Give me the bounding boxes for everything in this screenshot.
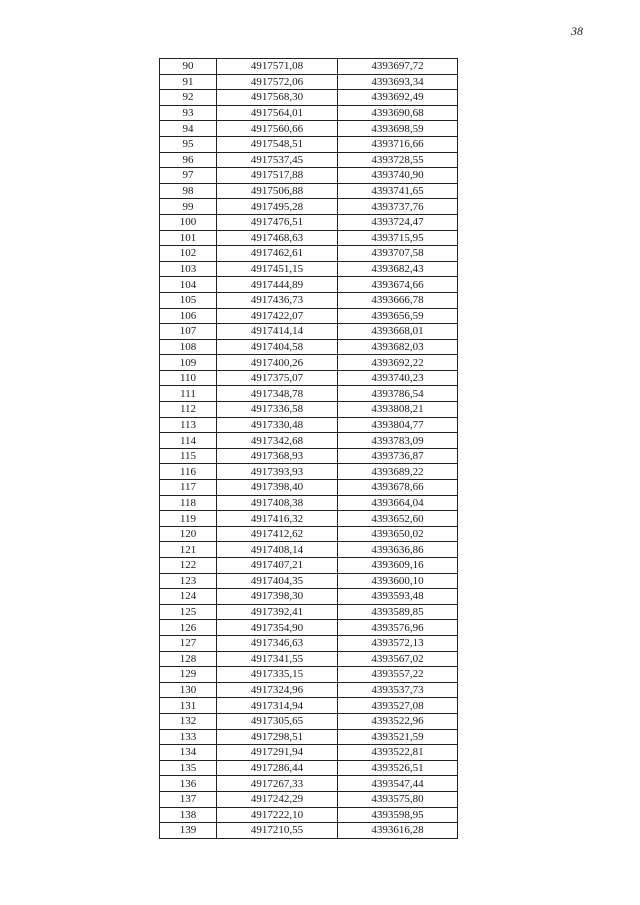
x-coordinate-cell: 4917572,06 (217, 74, 338, 90)
x-coordinate-cell: 4917242,29 (217, 791, 338, 807)
y-coordinate-cell: 4393593,48 (338, 589, 458, 605)
x-coordinate-cell: 4917267,33 (217, 776, 338, 792)
point-number-cell: 109 (160, 355, 217, 371)
table-row (160, 168, 458, 184)
point-number-cell: 139 (160, 823, 217, 839)
y-coordinate-cell: 4393652,60 (338, 511, 458, 527)
table-row (160, 261, 458, 277)
table-row (160, 776, 458, 792)
point-number-cell: 116 (160, 464, 217, 480)
table-row (160, 745, 458, 761)
table-row (160, 542, 458, 558)
y-coordinate-cell: 4393600,10 (338, 573, 458, 589)
table-row (160, 74, 458, 90)
coordinates-table-body (160, 59, 458, 839)
table-row (160, 105, 458, 121)
x-coordinate-cell: 4917375,07 (217, 370, 338, 386)
y-coordinate-cell: 4393707,58 (338, 246, 458, 262)
y-coordinate-cell: 4393689,22 (338, 464, 458, 480)
point-number-cell: 95 (160, 136, 217, 152)
y-coordinate-cell: 4393650,02 (338, 526, 458, 542)
x-coordinate-cell: 4917517,88 (217, 168, 338, 184)
x-coordinate-cell: 4917342,68 (217, 433, 338, 449)
x-coordinate-cell: 4917414,14 (217, 324, 338, 340)
table-row (160, 386, 458, 402)
x-coordinate-cell: 4917393,93 (217, 464, 338, 480)
table-row (160, 339, 458, 355)
table-row (160, 448, 458, 464)
table-row (160, 183, 458, 199)
table-row (160, 152, 458, 168)
table-row (160, 807, 458, 823)
table-row (160, 402, 458, 418)
table-row (160, 214, 458, 230)
y-coordinate-cell: 4393527,08 (338, 698, 458, 714)
table-row (160, 573, 458, 589)
point-number-cell: 121 (160, 542, 217, 558)
y-coordinate-cell: 4393786,54 (338, 386, 458, 402)
x-coordinate-cell: 4917286,44 (217, 760, 338, 776)
point-number-cell: 134 (160, 745, 217, 761)
y-coordinate-cell: 4393609,16 (338, 558, 458, 574)
y-coordinate-cell: 4393737,76 (338, 199, 458, 215)
point-number-cell: 131 (160, 698, 217, 714)
table-row (160, 370, 458, 386)
x-coordinate-cell: 4917564,01 (217, 105, 338, 121)
y-coordinate-cell: 4393682,43 (338, 261, 458, 277)
point-number-cell: 93 (160, 105, 217, 121)
y-coordinate-cell: 4393537,73 (338, 682, 458, 698)
table-row (160, 480, 458, 496)
x-coordinate-cell: 4917412,62 (217, 526, 338, 542)
y-coordinate-cell: 4393616,28 (338, 823, 458, 839)
table-row (160, 760, 458, 776)
table-row (160, 136, 458, 152)
x-coordinate-cell: 4917436,73 (217, 292, 338, 308)
point-number-cell: 115 (160, 448, 217, 464)
y-coordinate-cell: 4393682,03 (338, 339, 458, 355)
x-coordinate-cell: 4917416,32 (217, 511, 338, 527)
x-coordinate-cell: 4917468,63 (217, 230, 338, 246)
y-coordinate-cell: 4393522,96 (338, 713, 458, 729)
table-row (160, 526, 458, 542)
y-coordinate-cell: 4393664,04 (338, 495, 458, 511)
table-row (160, 324, 458, 340)
x-coordinate-cell: 4917506,88 (217, 183, 338, 199)
x-coordinate-cell: 4917548,51 (217, 136, 338, 152)
x-coordinate-cell: 4917392,41 (217, 604, 338, 620)
y-coordinate-cell: 4393572,13 (338, 635, 458, 651)
point-number-cell: 137 (160, 791, 217, 807)
x-coordinate-cell: 4917404,35 (217, 573, 338, 589)
y-coordinate-cell: 4393728,55 (338, 152, 458, 168)
x-coordinate-cell: 4917495,28 (217, 199, 338, 215)
x-coordinate-cell: 4917537,45 (217, 152, 338, 168)
y-coordinate-cell: 4393636,86 (338, 542, 458, 558)
point-number-cell: 125 (160, 604, 217, 620)
y-coordinate-cell: 4393547,44 (338, 776, 458, 792)
point-number-cell: 102 (160, 246, 217, 262)
table-row (160, 791, 458, 807)
point-number-cell: 126 (160, 620, 217, 636)
table-row (160, 651, 458, 667)
table-row (160, 713, 458, 729)
table-row (160, 355, 458, 371)
x-coordinate-cell: 4917404,58 (217, 339, 338, 355)
y-coordinate-cell: 4393740,90 (338, 168, 458, 184)
page-number: 38 (571, 24, 583, 38)
point-number-cell: 96 (160, 152, 217, 168)
table-row (160, 558, 458, 574)
point-number-cell: 100 (160, 214, 217, 230)
point-number-cell: 117 (160, 480, 217, 496)
x-coordinate-cell: 4917462,61 (217, 246, 338, 262)
y-coordinate-cell: 4393716,66 (338, 136, 458, 152)
x-coordinate-cell: 4917444,89 (217, 277, 338, 293)
x-coordinate-cell: 4917314,94 (217, 698, 338, 714)
point-number-cell: 97 (160, 168, 217, 184)
x-coordinate-cell: 4917568,30 (217, 90, 338, 106)
table-row (160, 417, 458, 433)
y-coordinate-cell: 4393692,22 (338, 355, 458, 371)
point-number-cell: 106 (160, 308, 217, 324)
point-number-cell: 90 (160, 59, 217, 75)
y-coordinate-cell: 4393697,72 (338, 59, 458, 75)
y-coordinate-cell: 4393783,09 (338, 433, 458, 449)
table-row (160, 277, 458, 293)
point-number-cell: 118 (160, 495, 217, 511)
table-row (160, 635, 458, 651)
y-coordinate-cell: 4393804,77 (338, 417, 458, 433)
y-coordinate-cell: 4393668,01 (338, 324, 458, 340)
point-number-cell: 124 (160, 589, 217, 605)
point-number-cell: 128 (160, 651, 217, 667)
point-number-cell: 111 (160, 386, 217, 402)
x-coordinate-cell: 4917560,66 (217, 121, 338, 137)
x-coordinate-cell: 4917348,78 (217, 386, 338, 402)
point-number-cell: 133 (160, 729, 217, 745)
point-number-cell: 94 (160, 121, 217, 137)
x-coordinate-cell: 4917571,08 (217, 59, 338, 75)
table-row (160, 308, 458, 324)
table-row (160, 199, 458, 215)
y-coordinate-cell: 4393724,47 (338, 214, 458, 230)
y-coordinate-cell: 4393589,85 (338, 604, 458, 620)
table-row (160, 511, 458, 527)
y-coordinate-cell: 4393567,02 (338, 651, 458, 667)
y-coordinate-cell: 4393740,23 (338, 370, 458, 386)
x-coordinate-cell: 4917451,15 (217, 261, 338, 277)
x-coordinate-cell: 4917407,21 (217, 558, 338, 574)
point-number-cell: 114 (160, 433, 217, 449)
point-number-cell: 91 (160, 74, 217, 90)
y-coordinate-cell: 4393666,78 (338, 292, 458, 308)
x-coordinate-cell: 4917400,26 (217, 355, 338, 371)
table-row (160, 667, 458, 683)
point-number-cell: 122 (160, 558, 217, 574)
x-coordinate-cell: 4917408,14 (217, 542, 338, 558)
coordinates-table (159, 58, 458, 839)
point-number-cell: 132 (160, 713, 217, 729)
y-coordinate-cell: 4393698,59 (338, 121, 458, 137)
y-coordinate-cell: 4393741,65 (338, 183, 458, 199)
y-coordinate-cell: 4393692,49 (338, 90, 458, 106)
point-number-cell: 110 (160, 370, 217, 386)
x-coordinate-cell: 4917222,10 (217, 807, 338, 823)
point-number-cell: 101 (160, 230, 217, 246)
point-number-cell: 107 (160, 324, 217, 340)
point-number-cell: 98 (160, 183, 217, 199)
x-coordinate-cell: 4917346,63 (217, 635, 338, 651)
y-coordinate-cell: 4393690,68 (338, 105, 458, 121)
table-row (160, 823, 458, 839)
point-number-cell: 105 (160, 292, 217, 308)
x-coordinate-cell: 4917336,58 (217, 402, 338, 418)
x-coordinate-cell: 4917324,96 (217, 682, 338, 698)
table-row (160, 495, 458, 511)
table-row (160, 292, 458, 308)
table-row (160, 589, 458, 605)
point-number-cell: 136 (160, 776, 217, 792)
table-row (160, 90, 458, 106)
y-coordinate-cell: 4393736,87 (338, 448, 458, 464)
point-number-cell: 135 (160, 760, 217, 776)
y-coordinate-cell: 4393808,21 (338, 402, 458, 418)
x-coordinate-cell: 4917368,93 (217, 448, 338, 464)
x-coordinate-cell: 4917398,30 (217, 589, 338, 605)
point-number-cell: 112 (160, 402, 217, 418)
point-number-cell: 108 (160, 339, 217, 355)
table-row (160, 698, 458, 714)
point-number-cell: 103 (160, 261, 217, 277)
point-number-cell: 92 (160, 90, 217, 106)
y-coordinate-cell: 4393678,66 (338, 480, 458, 496)
y-coordinate-cell: 4393598,95 (338, 807, 458, 823)
point-number-cell: 127 (160, 635, 217, 651)
x-coordinate-cell: 4917422,07 (217, 308, 338, 324)
table-row (160, 230, 458, 246)
table-row (160, 121, 458, 137)
y-coordinate-cell: 4393674,66 (338, 277, 458, 293)
y-coordinate-cell: 4393522,81 (338, 745, 458, 761)
y-coordinate-cell: 4393575,80 (338, 791, 458, 807)
y-coordinate-cell: 4393715,95 (338, 230, 458, 246)
point-number-cell: 104 (160, 277, 217, 293)
table-row (160, 433, 458, 449)
x-coordinate-cell: 4917476,51 (217, 214, 338, 230)
point-number-cell: 130 (160, 682, 217, 698)
y-coordinate-cell: 4393521,59 (338, 729, 458, 745)
x-coordinate-cell: 4917305,65 (217, 713, 338, 729)
x-coordinate-cell: 4917408,38 (217, 495, 338, 511)
x-coordinate-cell: 4917298,51 (217, 729, 338, 745)
table-row (160, 620, 458, 636)
y-coordinate-cell: 4393557,22 (338, 667, 458, 683)
y-coordinate-cell: 4393526,51 (338, 760, 458, 776)
table-row (160, 464, 458, 480)
table-row (160, 59, 458, 75)
x-coordinate-cell: 4917341,55 (217, 651, 338, 667)
table-row (160, 729, 458, 745)
x-coordinate-cell: 4917210,55 (217, 823, 338, 839)
x-coordinate-cell: 4917330,48 (217, 417, 338, 433)
x-coordinate-cell: 4917291,94 (217, 745, 338, 761)
point-number-cell: 120 (160, 526, 217, 542)
point-number-cell: 119 (160, 511, 217, 527)
table-row (160, 246, 458, 262)
x-coordinate-cell: 4917335,15 (217, 667, 338, 683)
x-coordinate-cell: 4917398,40 (217, 480, 338, 496)
y-coordinate-cell: 4393576,96 (338, 620, 458, 636)
table-row (160, 604, 458, 620)
point-number-cell: 129 (160, 667, 217, 683)
point-number-cell: 138 (160, 807, 217, 823)
y-coordinate-cell: 4393656,59 (338, 308, 458, 324)
x-coordinate-cell: 4917354,90 (217, 620, 338, 636)
point-number-cell: 99 (160, 199, 217, 215)
point-number-cell: 123 (160, 573, 217, 589)
y-coordinate-cell: 4393693,34 (338, 74, 458, 90)
table-row (160, 682, 458, 698)
point-number-cell: 113 (160, 417, 217, 433)
